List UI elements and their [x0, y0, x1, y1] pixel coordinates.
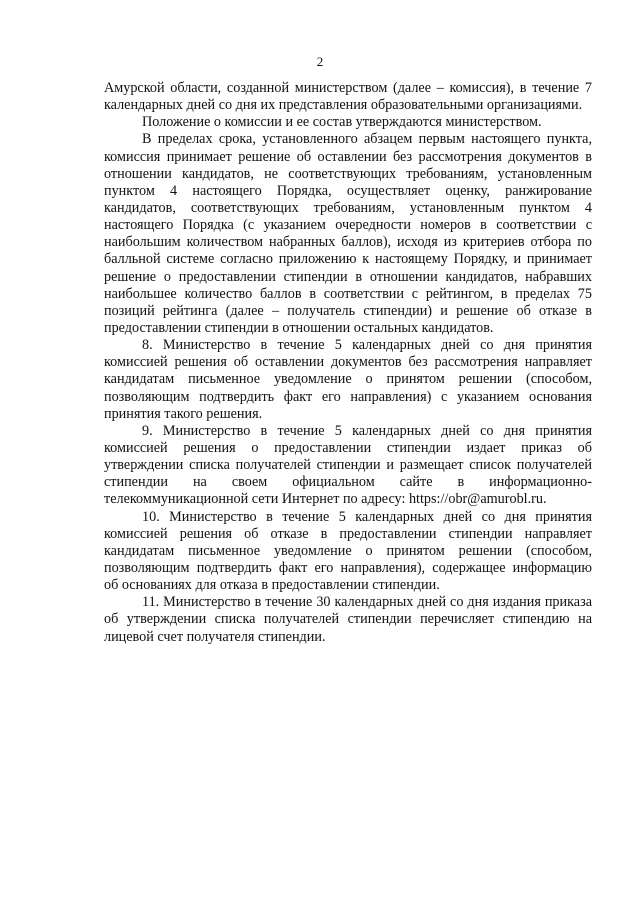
- paragraph-commission-decision: [104, 131, 592, 337]
- text-line: комиссией решения об оставлении документов без рассмотрения направляет: [104, 354, 592, 371]
- text-line: утверждении списка получателей стипендии и размещает список получателей: [104, 457, 592, 474]
- text-line: балльной системе согласно приложению к настоящему Порядку, и принимает: [104, 251, 592, 268]
- text-line: отношении кандидатов, не соответствующих требованиям, установленным: [104, 165, 592, 182]
- text-line: наибольшее количество баллов в соответствии с рейтингом, в пределах 75: [104, 285, 592, 302]
- text-line: наибольшим количеством набранных баллов), исходя из критериев отбора по: [104, 234, 592, 251]
- text-line: комиссией решения об отказе в предоставлении стипендии направляет: [104, 525, 592, 542]
- text-line: кандидатам письменное уведомление о принятом решении (способом,: [104, 371, 592, 388]
- text-line: комиссией решения о предоставлении стипендии издает приказ об: [104, 439, 592, 456]
- text-line: кандидатов, соответствующих требованиям, установленным пунктом 4: [104, 199, 592, 216]
- text-line: позволяющим подтвердить факт его направления) с указанием основания: [104, 388, 592, 405]
- text-line: 11. Министерство в течение 30 календарных дней со дня издания приказа: [142, 594, 592, 611]
- paragraph-item-8: [104, 337, 592, 423]
- text-line: комиссия принимает решение об оставлении без рассмотрения документов в: [104, 148, 592, 165]
- text-line: об утверждении списка получателей стипендии перечисляет стипендию на: [104, 611, 592, 628]
- paragraph-continuation: [104, 80, 592, 114]
- paragraph-item-9: [104, 423, 592, 509]
- text-line: 9. Министерство в течение 5 календарных дней со дня принятия: [142, 422, 592, 439]
- text-line: Амурской области, созданной министерством (далее – комиссия), в течение 7: [104, 80, 592, 96]
- text-line: позиций рейтинга (далее – получатель стипендии) и решение об отказе в: [104, 302, 592, 319]
- paragraph-item-11: [104, 594, 592, 645]
- text-line: 10. Министерство в течение 5 календарных дней со дня принятия: [142, 508, 592, 525]
- text-line: В пределах срока, установленного абзацем первым настоящего пункта,: [142, 131, 592, 148]
- text-line: стипендии на своем официальном сайте в информационно-: [104, 474, 592, 491]
- paragraph-item-10: [104, 509, 592, 595]
- text-line: об основаниях для отказа в предоставлении стипендии.: [104, 577, 440, 594]
- text-line: настоящего Порядка (с указанием очередности номеров в соответствии с: [104, 217, 592, 234]
- text-line: решение о предоставлении стипендии в отношении кандидатов, набравших: [104, 268, 592, 285]
- text-line: позволяющим подтвердить факт его направления), содержащее информацию: [104, 559, 592, 576]
- text-line: принятия такого решения.: [104, 405, 263, 422]
- document-body: [104, 80, 592, 646]
- text-line: кандидатам письменное уведомление о принятом решении (способом,: [104, 542, 592, 559]
- text-line: пунктом 4 настоящего Порядка, осуществляет оценку, ранжирование: [104, 182, 592, 199]
- text-line: 8. Министерство в течение 5 календарных дней со дня принятия: [142, 337, 592, 354]
- paragraph-commission-regulation: [104, 114, 592, 131]
- text-line: телекоммуникационной сети Интернет по адресу: https://obr@amurobl.ru.: [104, 491, 547, 508]
- text-line: календарных дней со дня их представления образовательными организациями.: [104, 97, 583, 114]
- page-number: 2: [316, 54, 324, 69]
- text-line: Положение о комиссии и ее состав утверждаются министерством.: [142, 114, 542, 131]
- text-line: предоставлении стипендии в отношении остальных кандидатов.: [104, 319, 494, 336]
- text-line: лицевой счет получателя стипендии.: [104, 628, 326, 645]
